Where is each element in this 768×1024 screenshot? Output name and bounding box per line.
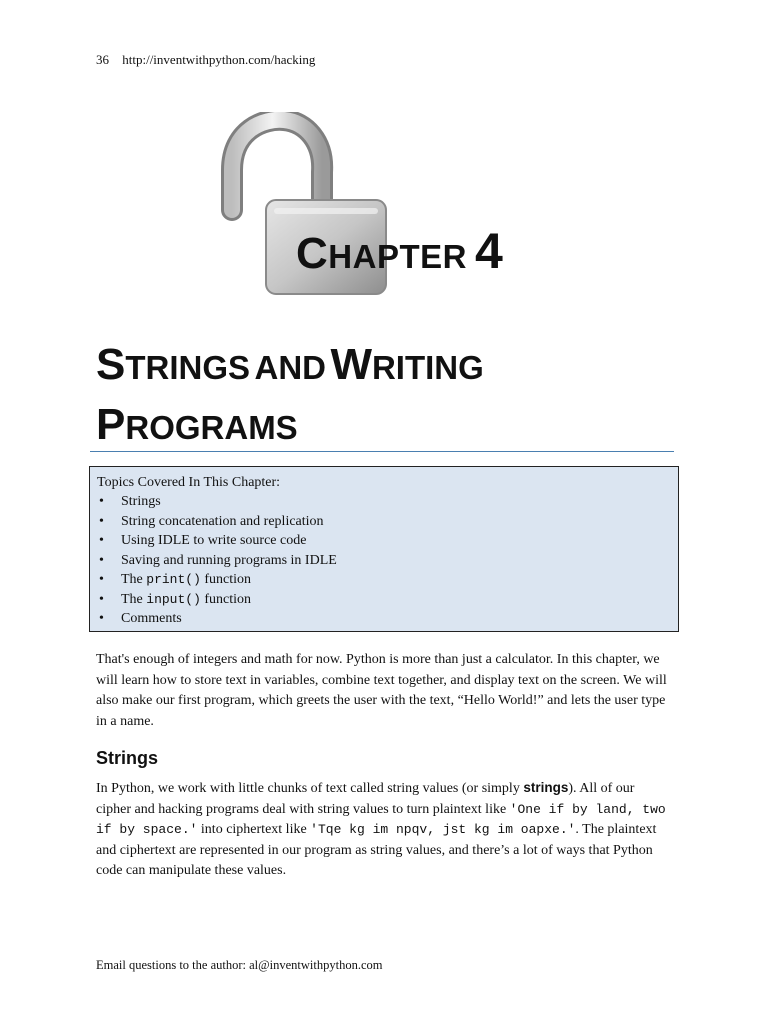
topics-heading: Topics Covered In This Chapter: <box>97 475 281 490</box>
strings-heading: Strings <box>96 748 159 768</box>
topic-item: • The input() function <box>97 590 678 610</box>
page-header <box>96 52 315 68</box>
title-line-2: PROGRAMS <box>96 400 298 449</box>
page-number: 36 <box>96 52 109 67</box>
topic-item: • Saving and running programs in IDLE <box>97 551 678 571</box>
strings-paragraph: In Python, we work with little chunks of text called string values (or simply strings). All of our cipher and hacking programs deal with string values to turn plaintext like 'One if by land, two if by space.' into ciphertext like 'Tqe kg im npqv, jst kg im oapxe.'. The plaintext and ciphertext are represented in our program as string values, and there’s a lot of ways that Python code can manipulate these values. <box>96 780 666 878</box>
header-url: http://inventwithpython.com/hacking <box>122 52 316 67</box>
topic-item: • Comments <box>97 609 678 629</box>
topic-item: • String concatenation and replication <box>97 512 678 532</box>
topics-list <box>97 492 678 629</box>
chapter-heading: CHAPTER 4 <box>296 223 504 279</box>
topic-item: • Using IDLE to write source code <box>97 531 678 551</box>
chapter-title <box>96 340 696 460</box>
topic-item: • The print() function <box>97 570 678 590</box>
intro-paragraph: That's enough of integers and math for now. Python is more than just a calculator. In this chapter, we will learn how to store text in variables, combine text together, and display text on the screen. We will also make our first program, which greets the user with the text, “Hello World!” and lets the user type in a name. <box>96 652 667 729</box>
title-divider <box>90 451 674 452</box>
topics-box <box>89 466 679 632</box>
page-footer: Email questions to the author: al@inventwithpython.com <box>96 958 383 972</box>
topic-item: • Strings <box>97 492 678 512</box>
title-line-1: STRINGS AND WRITING <box>96 340 484 389</box>
